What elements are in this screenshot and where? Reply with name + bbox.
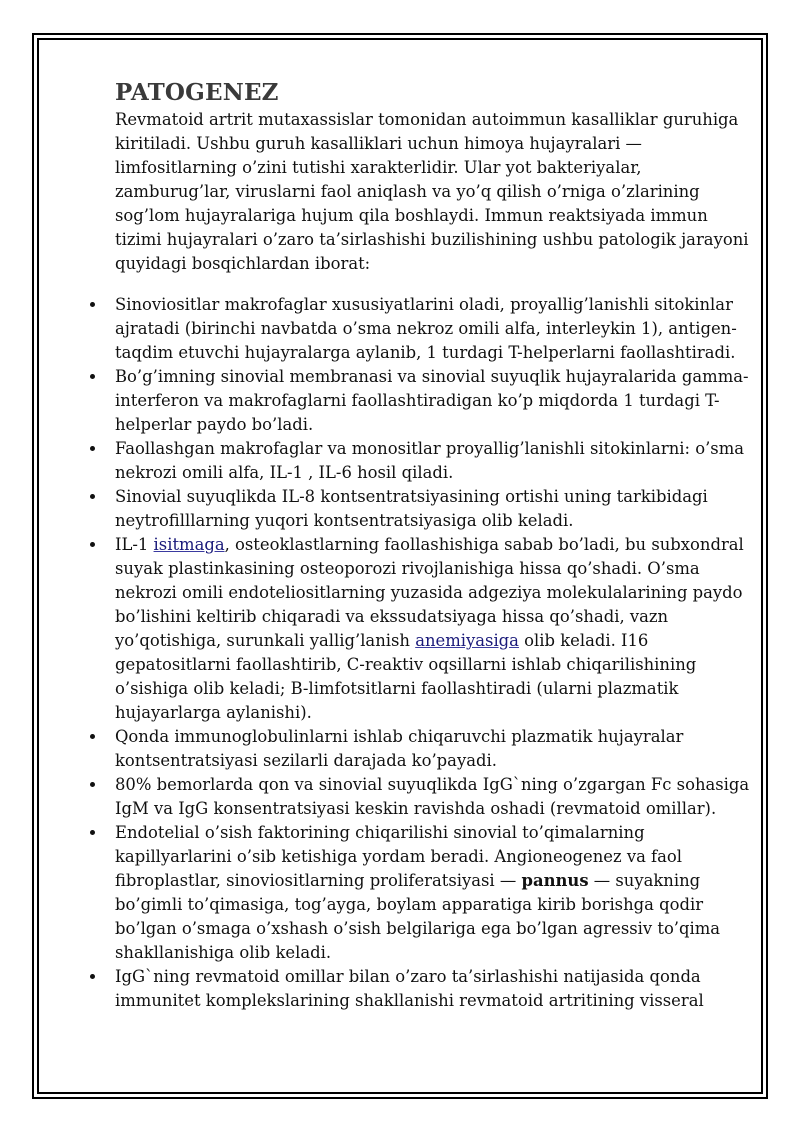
list-item: Sinoviositlar makrofaglar xususiyatlarini oladi, proyallig’lanishli sitokinlar ajratadi (birinchi navbatda o’sma nekroz omili alfa, interleykin 1), antigen-taqdim etuvchi hujayralarga aylanib, 1 turdagi T-helperlarni faollashtiradi.: [90, 293, 755, 365]
isitmaga-link[interactable]: isitmaga: [153, 535, 225, 554]
section-title: PATOGENEZ: [115, 79, 279, 106]
intro-paragraph: Revmatoid artrit mutaxassislar tomonidan autoimmun kasalliklar guruhiga kiritiladi. Ushbu guruh kasalliklari uchun himoya hujayralari — limfositlarning o’zini tutishi xarakterlidir. Ular yot bakteriyalar, zamburug’lar, viruslarni faol aniqlash va yo’q qilish o’rniga o’zlarining sog’lom hujayralariga hujum qila boshlaydi. Immun reaktsiyada immun tizimi hujayralari o’zaro ta’sirlashishi buzilishining ushbu patologik jarayoni quyidagi bosqichlardan iborat:: [115, 110, 749, 273]
bullet-icon: [90, 302, 95, 307]
list-item: Sinovial suyuqlikda IL-8 kontsentratsiyasining ortishi uning tarkibidagi neytrofilllarning yuqori kontsentratsiyasiga olib keladi.: [90, 485, 755, 533]
bullet-icon: [90, 374, 95, 379]
bullet-icon: [90, 974, 95, 979]
list-item: Endotelial o’sish faktorining chiqarilishi sinovial to’qimalarning kapillyarlarini o’sib ketishiga yordam beradi. Angioneogenez va faol fibroplastlar, sinoviositlarning proliferatsiyasi — pannus — suyakning bo’gimli to’qimasiga, tog’ayga, boylam apparatiga kirib borishga qodir bo’lgan o’smaga o’xshash o’sish belgilariga ega bo’lgan agressiv to’qima shakllanishiga olib keladi.: [90, 821, 755, 965]
list-item: 80% bemorlarda qon va sinovial suyuqlikda IgG`ning o’zgargan Fc sohasiga IgM va IgG konsentratsiyasi keskin ravishda oshadi (revmatoid omillar).: [90, 773, 755, 821]
bullet-icon: [90, 782, 95, 787]
bullet-icon: [90, 542, 95, 547]
list-item: Faollashgan makrofaglar va monositlar proyallig’lanishli sitokinlarni: o’sma nekrozi omili alfa, IL-1 , IL-6 hosil qiladi.: [90, 437, 755, 485]
list-item: IL-1 isitmaga, osteoklastlarning faollashishiga sabab bo’ladi, bu subxondral suyak plastinkasining osteoporozi rivojlanishiga hissa qo’shadi. O’sma nekrozi omili endoteliositlarning yuzasida adgeziya molekulalarining paydo bo’lishini keltirib chiqaradi va ekssudatsiyaga hissa qo’shadi, vazn yo’qotishiga, surunkali yallig’lanish anemiyasiga olib keladi. I16 gepatositlarni faollashtirib, C-reaktiv oqsillarni ishlab chiqarilishining o’sishiga olib keladi; B-limfotsitlarni faollashtiradi (ularni plazmatik hujayarlarga aylanishi).: [90, 533, 755, 725]
bullet-icon: [90, 734, 95, 739]
document-body: [115, 78, 755, 1013]
list-item: IgG`ning revmatoid omillar bilan o’zaro ta’sirlashishi natijasida qonda immunitet komplekslarining shakllanishi revmatoid artritining visseral: [90, 965, 755, 1013]
list-item: Bo’g’imning sinovial membranasi va sinovial suyuqlik hujayralarida gamma- interferon va makrofaglarni faollashtiradigan ko’p miqdorda 1 turdagi T-helperlar paydo bo’ladi.: [90, 365, 755, 437]
bullet-icon: [90, 494, 95, 499]
bullet-icon: [90, 446, 95, 451]
stages-list: [90, 293, 755, 1013]
bullet-icon: [90, 830, 95, 835]
anemiyasiga-link[interactable]: anemiyasiga: [415, 631, 519, 650]
list-item: Qonda immunoglobulinlarni ishlab chiqaruvchi plazmatik hujayralar kontsentratsiyasi sezilarli darajada ko’payadi.: [90, 725, 755, 773]
pannus-term: pannus: [521, 871, 589, 890]
